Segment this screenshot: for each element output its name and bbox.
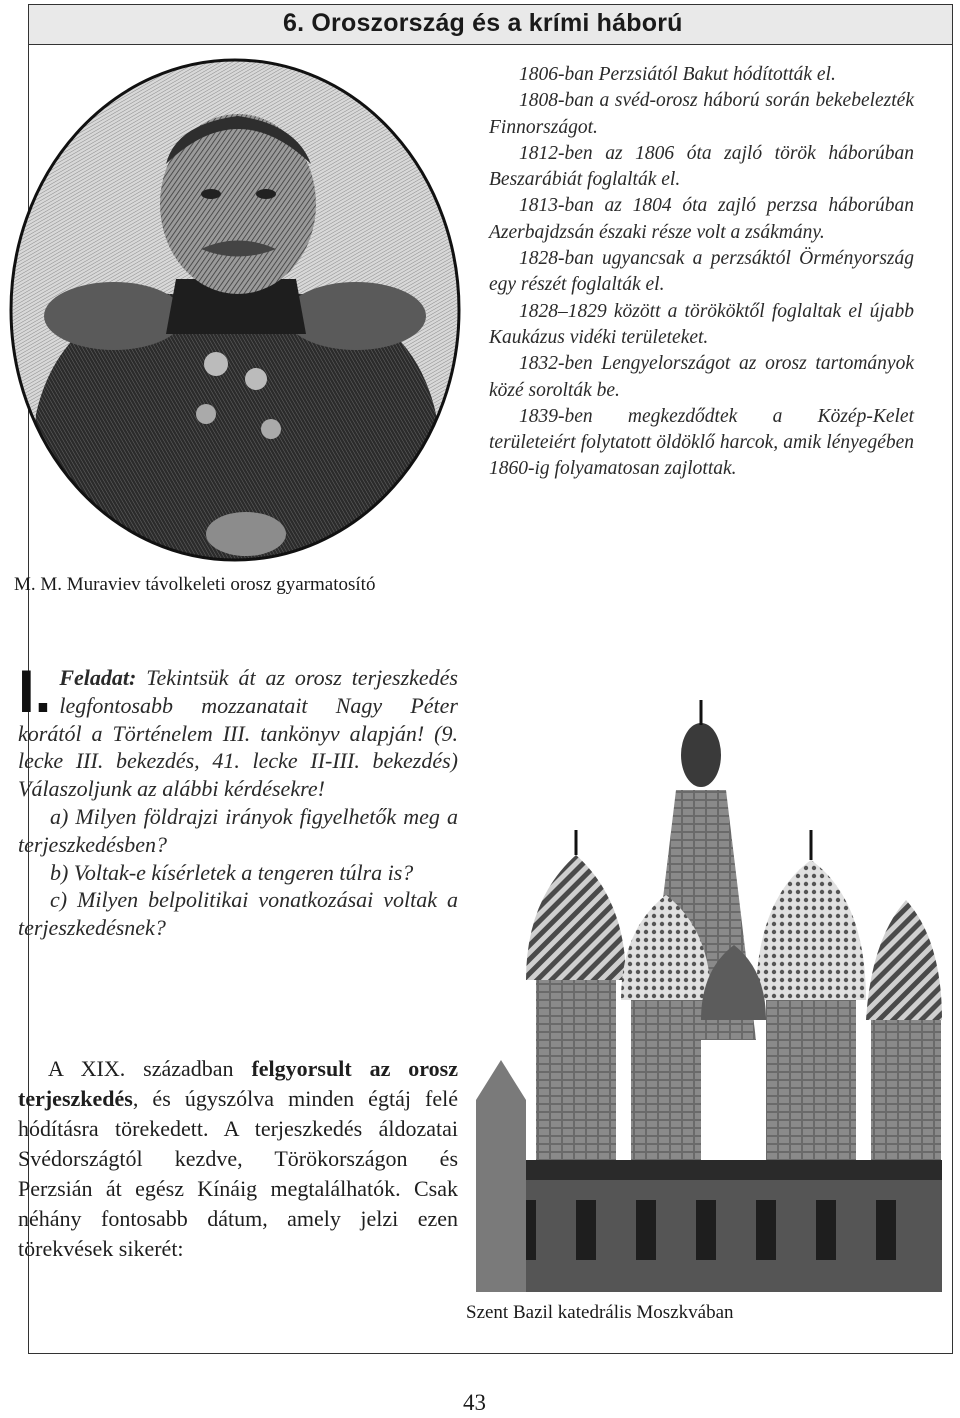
cathedral-caption: Szent Bazil katedrális Moszkvában [466,1302,734,1323]
date-item: 1808-ban a svéd-orosz háború során bekebelezték Finnországot. [489,90,914,138]
task-intro-text: Tekintsük át az orosz terjeszkedés legfontosabb mozzanatait Nagy Péter korától a Történelem III. tankönyv alapján! (9. lecke III. bekezdés, 41. lecke II-III. bekezdés) Válaszoljunk az alábbi kérdésekre! [18,665,458,802]
body-text-part1: A XIX. században [48,1056,252,1081]
question-c: c) Milyen belpolitikai vonatkozásai voltak a terjeszkedésnek? [18,887,458,941]
task-number: I. [18,658,52,725]
body-text-bold: felgyorsult az orosz terjeszkedés [18,1056,458,1111]
date-item: 1839-ben megkezdődtek a Közép-Kelet területeiért folytatott öldöklő harcok, amik lényegében 1860-ig folyamatosan zajlottak. [489,405,914,480]
date-item: 1812-ben az 1806 óta zajló török háborúban Beszarábiát foglalták el. [489,142,914,191]
question-a: a) Milyen földrajzi irányok figyelhetők meg a terjeszkedésben? [18,803,458,857]
chapter-title: 6. Oroszország és a krími háború [283,9,683,37]
date-item: 1832-ben Lengyelországot az orosz tartományok közé sorolták be. [489,353,914,401]
body-text-part2: , és úgyszólva minden égtáj felé hódításra törekedett. A terjeszkedés áldozatai Svédországtól kezdve, Törökországon és Perzsián át egész Kínáig megtalálhatók. Csak néhány fontosabb dátum, amely jelzi ezen törekvések sikerét: [18,1086,458,1261]
date-item: 1806-ban Perzsiától Bakut hódították el. [519,64,836,85]
portrait-caption: M. M. Muraviev távolkeleti orosz gyarmatosító [14,574,376,595]
date-item: 1828–1829 között a törököktől foglaltak el újabb Kaukázus vidéki területeket. [489,300,914,348]
date-item: 1813-ban az 1804 óta zajló perzsa háborúban Azerbajdzsán északi része volt a zsákmány. [489,195,914,243]
cathedral-image [466,680,942,1292]
question-b: b) Voltak-e kísérletek a tengeren túlra is? [50,859,414,885]
task-intro [18,658,458,803]
date-item: 1828-ban ugyancsak a perzsáktól Örményország egy részét foglalták el. [489,248,914,296]
page-number: 43 [463,1390,486,1415]
task-label: Feladat: [59,665,137,690]
chapter-header [29,5,952,45]
dates-list [489,62,914,483]
task-block [18,658,458,942]
body-paragraph [18,1054,458,1264]
portrait-image [6,54,464,566]
